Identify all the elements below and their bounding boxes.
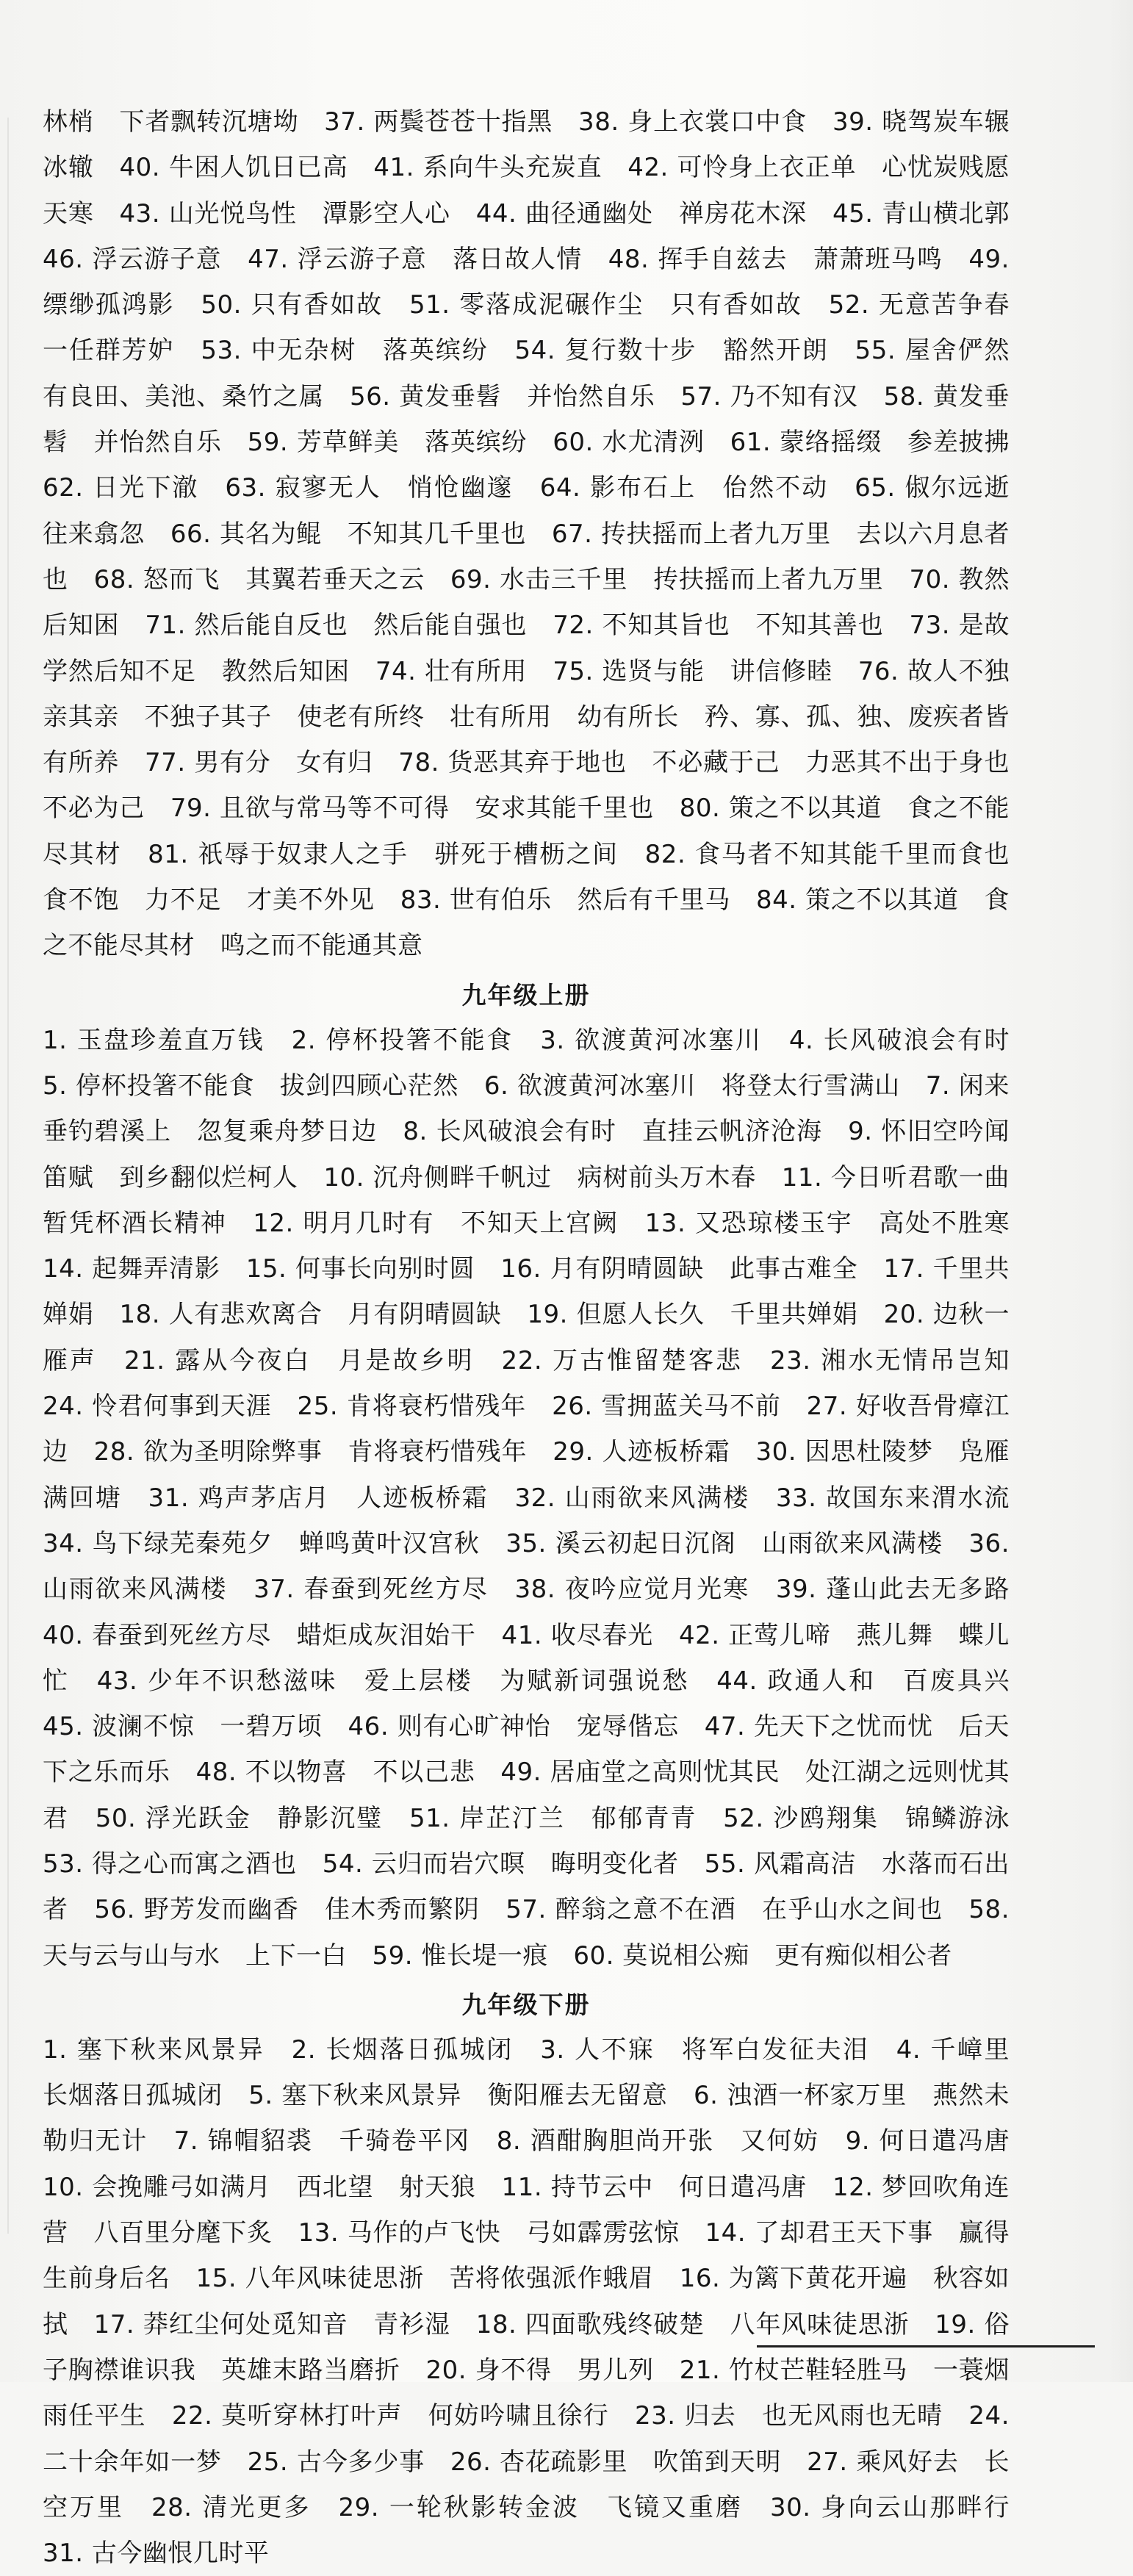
grade-eight-answers-continued: 林梢 下者飘转沉塘坳 37. 两鬓苍苍十指黑 38. 身上衣裳口中食 39. 晓驾炭车辗冰辙 40. 牛困人饥日已高 41. 系向牛头充炭直 42. 可怜身上衣正单 心忧炭贱愿天寒 43. 山光悦鸟性 潭影空人心 44. 曲径通幽处 禅房花木深 45. 青山横北郭 46. 浮云游子意 47. 浮云游子意 落日故人情 48. 挥手自兹去 萧萧班马鸣 49. 缥缈孤鸿影 50. 只有香如故 51. 零落成泥碾作尘 只有香如故 52. 无意苦争春 一任群芳妒 53. 中无杂树 落英缤纷 54. 复行数十步 豁然开朗 55. 屋舍俨然 有良田、美池、桑竹之属 56. 黄发垂髫 并怡然自乐 57. 乃不知有汉 58. 黄发垂髫 并怡然自乐 59. 芳草鲜美 落英缤纷 60. 水尤清洌 61. 蒙络摇缀 参差披拂 62. 日光下澈 63. 寂寥无人 悄怆幽邃 64. 影布石上 佁然不动 65. 俶尔远逝 往来翕忽 66. 其名为鲲 不知其几千里也 67. 抟扶摇而上者九万里 去以六月息者也 68. 怒而飞 其翼若垂天之云 69. 水击三千里 抟扶摇而上者九万里 70. 教然后知困 71. 然后能自反也 然后能自强也 72. 不知其旨也 不知其善也 73. 是故学然后知不足 教然后知困 74. 壮有所用 75. 选贤与能 讲信修睦 76. 故人不独亲其亲 不独子其子 使老有所终 壮有所用 幼有所长 矜、寡、孤、独、废疾者皆有所养 77. 男有分 女有归 78. 货恶其弃于地也 不必藏于己 力恶其不出于身也 不必为己 79. 且欲与常马等不可得 安求其能千里也 80. 策之不以其道 食之不能尽其材 81. 祇辱于奴隶人之手 骈死于槽枥之间 82. 食马者不知其能千里而食也 食不饱 力不足 才美不外见 83. 世有伯乐 然后有千里马 84. 策之不以其道 食之不能尽其材 鸣之而不能通其意 <box>43 107 1035 961</box>
page-edge-shadow <box>1109 0 1133 2382</box>
section-title-grade9-vol1: 九年级上册 <box>461 980 591 1010</box>
section-title-grade9-vol2: 九年级下册 <box>461 1990 591 2019</box>
answer-content <box>43 99 1035 2576</box>
grade-nine-vol1-answers: 1. 玉盘珍羞直万钱 2. 停杯投箸不能食 3. 欲渡黄河冰塞川 4. 长风破浪会有时 5. 停杯投箸不能食 拔剑四顾心茫然 6. 欲渡黄河冰塞川 将登太行雪满山 7. 闲来垂钓碧溪上 忽复乘舟梦日边 8. 长风破浪会有时 直挂云帆济沧海 9. 怀旧空吟闻笛赋 到乡翻似烂柯人 10. 沉舟侧畔千帆过 病树前头万木春 11. 今日听君歌一曲 暂凭杯酒长精神 12. 明月几时有 不知天上宫阙 13. 又恐琼楼玉宇 高处不胜寒 14. 起舞弄清影 15. 何事长向别时圆 16. 月有阴晴圆缺 此事古难全 17. 千里共婵娟 18. 人有悲欢离合 月有阴晴圆缺 19. 但愿人长久 千里共婵娟 20. 边秋一雁声 21. 露从今夜白 月是故乡明 22. 万古惟留楚客悲 23. 湘水无情吊岂知 24. 怜君何事到天涯 25. 肯将衰朽惜残年 26. 雪拥蓝关马不前 27. 好收吾骨瘴江边 28. 欲为圣明除弊事 肯将衰朽惜残年 29. 人迹板桥霜 30. 因思杜陵梦 凫雁满回塘 31. 鸡声茅店月 人迹板桥霜 32. 山雨欲来风满楼 33. 故国东来渭水流 34. 鸟下绿芜秦苑夕 蝉鸣黄叶汉宫秋 35. 溪云初起日沉阁 山雨欲来风满楼 36. 山雨欲来风满楼 37. 春蚕到死丝方尽 38. 夜吟应觉月光寒 39. 蓬山此去无多路 40. 春蚕到死丝方尽 蜡炬成灰泪始干 41. 收尽春光 42. 正莺儿啼 燕儿舞 蝶儿忙 43. 少年不识愁滋味 爱上层楼 为赋新词强说愁 44. 政通人和 百废具兴 45. 波澜不惊 一碧万顷 46. 则有心旷神怡 宠辱偕忘 47. 先天下之忧而忧 后天下之乐而乐 48. 不以物喜 不以己悲 49. 居庙堂之高则忧其民 处江湖之远则忧其君 50. 浮光跃金 静影沉璧 51. 岸芷汀兰 郁郁青青 52. 沙鸥翔集 锦鳞游泳 53. 得之心而寓之酒也 54. 云归而岩穴暝 晦明变化者 55. 风霜高洁 水落而石出者 56. 野芳发而幽香 佳木秀而繁阴 57. 醉翁之意不在酒 在乎山水之间也 58. 天与云与山与水 上下一白 59. 惟长堤一痕 60. 莫说相公痴 更有痴似相公者 <box>43 1025 1035 1971</box>
bottom-rule-divider <box>757 2345 1095 2347</box>
grade-nine-vol2-answers: 1. 塞下秋来风景异 2. 长烟落日孤城闭 3. 人不寐 将军白发征夫泪 4. 千嶂里 长烟落日孤城闭 5. 塞下秋来风景异 衡阳雁去无留意 6. 浊酒一杯家万里 燕然未勒归无计 7. 锦帽貂裘 千骑卷平冈 8. 酒酣胸胆尚开张 又何妨 9. 何日遣冯唐 10. 会挽雕弓如满月 西北望 射天狼 11. 持节云中 何日遣冯唐 12. 梦回吹角连营 八百里分麾下炙 13. 马作的卢飞快 弓如霹雳弦惊 14. 了却君王天下事 赢得生前身后名 15. 八年风味徒思浙 苦将侬强派作蛾眉 16. 为篱下黄花开遍 秋容如拭 17. 莽红尘何处觅知音 青衫湿 18. 四面歌残终破楚 八年风味徒思浙 19. 俗子胸襟谁识我 英雄末路当磨折 20. 身不得 男儿列 21. 竹杖芒鞋轻胜马 一蓑烟雨任平生 22. 莫听穿林打叶声 何妨吟啸且徐行 23. 归去 也无风雨也无晴 24. 二十余年如一梦 25. 古今多少事 26. 杏花疏影里 吹笛到天明 27. 乘风好去 长空万里 28. 清光更多 29. 一轮秋影转金波 飞镜又重磨 30. 身向云山那畔行 31. 古今幽恨几时平 <box>43 2034 1035 2569</box>
binding-margin-line <box>7 118 9 2234</box>
